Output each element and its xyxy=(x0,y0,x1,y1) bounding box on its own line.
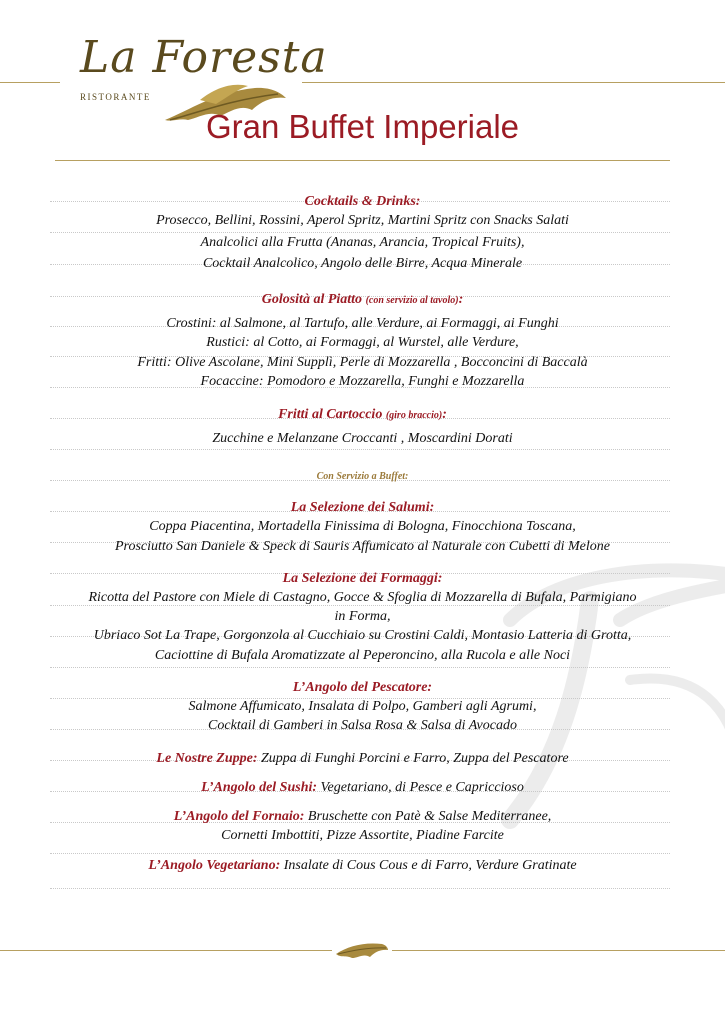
heading-zuppe: Le Nostre Zuppe: xyxy=(156,751,258,766)
heading-colon: : xyxy=(442,407,447,422)
heading-text: Golosità al Piatto xyxy=(261,292,363,307)
logo-name: La Foresta xyxy=(80,32,328,83)
separator xyxy=(50,853,670,854)
header-rule-right xyxy=(302,82,725,83)
heading-sushi: L’Angolo del Sushi: xyxy=(201,780,318,795)
menu-line-fornaio xyxy=(40,809,685,825)
menu-line-sushi xyxy=(40,780,685,796)
separator xyxy=(50,449,670,450)
menu-line: Cocktail Analcolico, Angolo delle Birre, Acqua Minerale xyxy=(202,256,523,271)
text-vegetariano: Insalate di Cous Cous e di Farro, Verdure Gratinate xyxy=(280,858,577,873)
separator xyxy=(50,667,670,668)
header-rule-left xyxy=(0,82,60,83)
menu-line: Ricotta del Pastore con Miele di Castagno, Gocce & Sfoglia di Mozzarella di Bufala, Parmigiano xyxy=(88,590,637,605)
heading-colon: : xyxy=(458,292,464,307)
heading-note: (giro braccio) xyxy=(385,410,443,421)
menu-line: Salmone Affumicato, Insalata di Polpo, Gamberi agli Agrumi, xyxy=(188,699,537,714)
footer-leaf-icon xyxy=(334,940,390,962)
logo-subtitle: RISTORANTE xyxy=(80,92,151,102)
separator xyxy=(50,888,670,889)
menu-line-zuppe xyxy=(40,751,685,767)
menu-line: Cocktail di Gamberi in Salsa Rosa & Salsa di Avocado xyxy=(208,718,517,733)
menu-line: Focaccine: Pomodoro e Mozzarella, Funghi e Mozzarella xyxy=(200,374,525,389)
menu-line: Ubriaco Sot La Trape, Gorgonzola al Cucchiaio su Crostini Caldi, Montasio Latteria di Grotta, xyxy=(93,628,632,643)
menu-line: in Forma, xyxy=(334,609,391,624)
section-heading-fritti xyxy=(40,407,685,423)
text-fornaio: Bruschette con Patè & Salse Mediterranee, xyxy=(304,809,552,824)
menu-line: Prosciutto San Daniele & Speck di Sauris Affumicato al Naturale con Cubetti di Melone xyxy=(115,539,610,554)
menu-line-vegetariano xyxy=(40,858,685,874)
menu-line: Analcolici alla Frutta (Ananas, Arancia, Tropical Fruits), xyxy=(200,235,525,250)
text-zuppe: Zuppa di Funghi Porcini e Farro, Zuppa del Pescatore xyxy=(257,751,569,766)
menu-line: Caciottine di Bufala Aromatizzate al Peperoncino, alla Rucola e alle Noci xyxy=(154,648,571,663)
section-heading-golosita xyxy=(40,292,685,308)
section-heading-pescatore: L’Angolo del Pescatore: xyxy=(292,680,433,695)
text-sushi: Vegetariano, di Pesce e Capriccioso xyxy=(317,780,524,795)
heading-fornaio: L’Angolo del Fornaio: xyxy=(173,809,305,824)
menu-line: Cornetti Imbottiti, Pizze Assortite, Piadine Farcite xyxy=(221,828,504,843)
section-heading-formaggi: La Selezione dei Formaggi: xyxy=(282,571,443,586)
menu-line: Zucchine e Melanzane Croccanti , Moscardini Dorati xyxy=(212,431,513,446)
menu-line: Crostini: al Salmone, al Tartufo, alle Verdure, ai Formaggi, ai Funghi xyxy=(166,316,559,331)
title-underline xyxy=(55,160,670,161)
footer-rule-right xyxy=(392,950,725,951)
heading-note: (con servizio al tavolo) xyxy=(365,295,459,306)
section-heading-cocktails: Cocktails & Drinks: xyxy=(304,194,421,209)
menu-line: Rustici: al Cotto, ai Formaggi, al Wurstel, alle Verdure, xyxy=(206,335,519,350)
menu-line: Prosecco, Bellini, Rossini, Aperol Spritz, Martini Spritz con Snacks Salati xyxy=(156,213,569,228)
buffet-note: Con Servizio a Buffet: xyxy=(316,471,409,482)
menu-line: Coppa Piacentina, Mortadella Finissima di Bologna, Finocchiona Toscana, xyxy=(149,519,576,534)
page-title: Gran Buffet Imperiale xyxy=(205,108,520,145)
section-heading-salumi: La Selezione dei Salumi: xyxy=(290,500,435,515)
menu-line: Fritti: Olive Ascolane, Mini Supplì, Perle di Mozzarella , Bocconcini di Baccalà xyxy=(137,355,588,370)
heading-text: Fritti al Cartoccio xyxy=(278,407,383,422)
separator xyxy=(50,232,670,233)
heading-vegetariano: L’Angolo Vegetariano: xyxy=(148,858,281,873)
footer-rule-left xyxy=(0,950,332,951)
